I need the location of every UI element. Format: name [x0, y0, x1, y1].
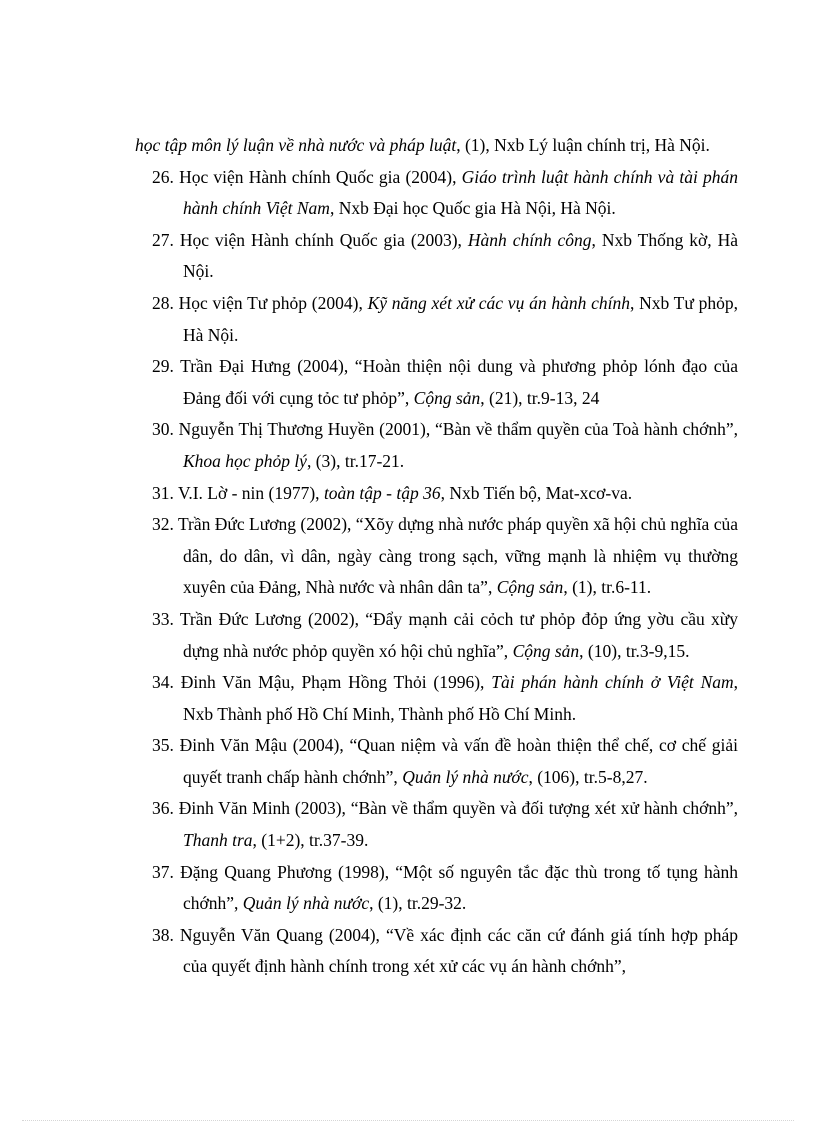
reference-title: Khoa học phỏp lý — [183, 450, 307, 471]
reference-number: 30. — [152, 419, 179, 440]
reference-number: 34. — [152, 672, 181, 693]
reference-details: , Nxb Tư phỏp, Hà Nội. — [183, 292, 738, 345]
reference-item-32 — [135, 509, 738, 604]
reference-text: Đặng Quang Phương (1998), “Một số nguyên tắc đặc thù trong tố tụng hành chớnh”, — [180, 861, 738, 914]
reference-text: Học viện Hành chính Quốc gia (2004), — [179, 166, 462, 187]
reference-item-30 — [135, 414, 738, 477]
page-bottom-divider — [22, 1120, 794, 1121]
reference-title: Hành chính công — [467, 229, 592, 250]
reference-title: Cộng sản — [413, 387, 481, 408]
reference-details: , Nxb Đại học Quốc gia Hà Nội, Hà Nội. — [329, 198, 616, 219]
reference-text: Nguyễn Văn Quang (2004), “Về xác định các căn cứ đánh giá tính hợp pháp của quyết định hành chính trong xét xử các vụ án hành chớnh”, — [179, 924, 739, 977]
reference-text: Học viện Hành chính Quốc gia (2003), — [179, 229, 468, 250]
reference-title: Cộng sản — [496, 577, 564, 598]
reference-details: , (1+2), tr.37-39. — [252, 830, 369, 851]
reference-item-37 — [135, 857, 738, 920]
reference-title: Quản lý nhà nước — [242, 893, 370, 914]
reference-text: Trần Đức Lương (2002), “Đẩy mạnh cải cỏch tư phỏp đỏp ứng yờu cầu xừy dựng nhà nước phỏp quyền xó hội chủ nghĩa”, — [179, 608, 739, 661]
reference-item-27 — [135, 225, 738, 288]
reference-details: , (1), Nxb Lý luận chính trị, Hà Nội. — [456, 135, 710, 155]
reference-item-26 — [135, 162, 738, 225]
reference-number: 31. — [152, 482, 178, 503]
reference-list — [135, 130, 738, 983]
reference-title: Cộng sản — [512, 640, 580, 661]
reference-details: , (21), tr.9-13, 24 — [480, 387, 600, 408]
reference-number: 33. — [152, 608, 180, 629]
reference-text: Đinh Văn Minh (2003), “Bàn về thẩm quyền và đối tượng xét xử hành chớnh”, — [178, 798, 738, 819]
reference-details: , (3), tr.17-21. — [306, 450, 405, 471]
reference-item-35 — [135, 730, 738, 793]
reference-item-36 — [135, 793, 738, 856]
reference-title: Thanh tra — [183, 830, 253, 851]
reference-number: 35. — [152, 735, 180, 756]
reference-item-31 — [135, 478, 738, 510]
reference-title: toàn tập - tập 36 — [323, 482, 441, 503]
reference-details: , (106), tr.5-8,27. — [528, 766, 648, 787]
reference-title: Kỹ năng xét xử các vụ án hành chính — [367, 292, 630, 313]
reference-item-33 — [135, 604, 738, 667]
reference-details: , Nxb Thống kờ, Hà Nội. — [183, 229, 739, 282]
reference-title: Quản lý nhà nước — [402, 766, 529, 787]
reference-details: , Nxb Tiến bộ, Mat-xcơ-va. — [440, 482, 633, 503]
reference-item-continued — [135, 130, 738, 162]
reference-number: 36. — [152, 798, 179, 819]
reference-number: 37. — [152, 861, 181, 882]
reference-number: 28. — [152, 292, 179, 313]
reference-number: 26. — [152, 166, 180, 187]
reference-details: , (1), tr.29-32. — [369, 893, 467, 914]
reference-item-38 — [135, 920, 738, 983]
reference-item-34 — [135, 667, 738, 730]
reference-text: Đinh Văn Mậu, Phạm Hồng Thỏi (1996), — [180, 672, 492, 693]
reference-item-29 — [135, 351, 738, 414]
reference-title: học tập môn lý luận về nhà nước và pháp luật — [135, 135, 457, 155]
reference-text: Trần Đức Lương (2002), “Xõy dựng nhà nước pháp quyền xã hội chủ nghĩa của dân, do dân, vì dân, ngày càng trong sạch, vững mạnh là nhiệm vụ thường xuyên của Đảng, Nhà nước và nhân dân ta”, — [177, 514, 738, 598]
reference-item-28 — [135, 288, 738, 351]
reference-number: 29. — [152, 356, 181, 377]
reference-details: , Nxb Thành phố Hồ Chí Minh, Thành phố Hồ Chí Minh. — [183, 672, 739, 724]
reference-text: Nguyễn Thị Thương Huyền (2001), “Bàn về thẩm quyền của Toà hành chớnh”, — [178, 419, 739, 440]
reference-number: 32. — [152, 514, 178, 535]
reference-text: Trần Đại Hưng (2004), “Hoàn thiện nội dung và phương phỏp lónh đạo của Đảng đối với cụng tỏc tư phỏp”, — [180, 356, 738, 408]
reference-text: V.I. Lờ - nin (1977), — [177, 482, 324, 503]
reference-number: 27. — [152, 229, 180, 250]
reference-number: 38. — [152, 924, 180, 945]
reference-text: Học viện Tư phỏp (2004), — [178, 292, 368, 313]
reference-details: , (10), tr.3-9,15. — [579, 640, 690, 661]
reference-text: Đinh Văn Mậu (2004), “Quan niệm và vấn đề hoàn thiện thể chế, cơ chế giải quyết tranh chấp hành chớnh”, — [179, 735, 739, 787]
reference-details: , (1), tr.6-11. — [563, 577, 652, 598]
reference-title: Tài phán hành chính ở Việt Nam — [491, 672, 734, 693]
reference-title: Giáo trình luật hành chính và tài phán hành chính Việt Nam — [183, 166, 739, 219]
